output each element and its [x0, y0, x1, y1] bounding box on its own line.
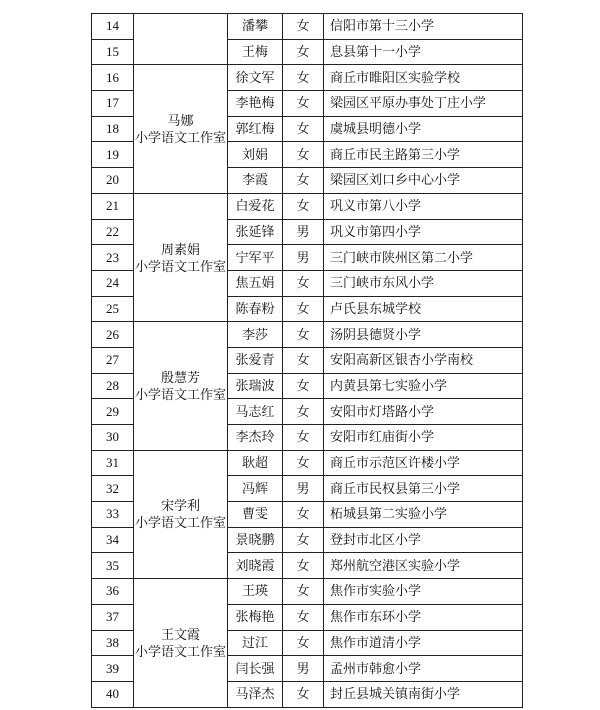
studio-leader: 宋学利 — [160, 498, 200, 514]
table-row — [92, 322, 523, 348]
member-school: 信阳市第十三小学 — [324, 14, 523, 40]
member-school: 虞城县明德小学 — [324, 116, 523, 142]
row-number: 38 — [92, 630, 134, 656]
member-gender: 女 — [283, 630, 324, 656]
member-school: 安阳市红庙街小学 — [324, 425, 523, 451]
member-name: 陈春粉 — [228, 296, 283, 322]
member-gender: 女 — [283, 91, 324, 117]
member-name: 马泽杰 — [228, 681, 283, 707]
member-name: 李霞 — [228, 168, 283, 194]
member-school: 内黄县第七实验小学 — [324, 373, 523, 399]
member-gender: 女 — [283, 502, 324, 528]
member-name: 李艳梅 — [228, 91, 283, 117]
row-number: 40 — [92, 681, 134, 707]
studio-cell — [134, 65, 228, 193]
studio-cell — [134, 322, 228, 450]
studio-leader: 王文霞 — [160, 626, 200, 642]
row-number: 19 — [92, 142, 134, 168]
member-name: 张梅艳 — [228, 604, 283, 630]
member-name: 王梅 — [228, 39, 283, 65]
member-gender: 男 — [283, 656, 324, 682]
member-name: 景晓鹏 — [228, 527, 283, 553]
studio-cell — [134, 579, 228, 707]
member-school: 商丘市示范区许楼小学 — [324, 450, 523, 476]
member-name: 白爱花 — [228, 193, 283, 219]
member-name: 刘晓霞 — [228, 553, 283, 579]
member-school: 巩义市第八小学 — [324, 193, 523, 219]
member-name: 徐文军 — [228, 65, 283, 91]
member-gender: 女 — [283, 193, 324, 219]
row-number: 30 — [92, 425, 134, 451]
member-name: 宁军平 — [228, 245, 283, 271]
member-gender: 女 — [283, 270, 324, 296]
member-table — [91, 13, 523, 708]
member-gender: 女 — [283, 65, 324, 91]
row-number: 27 — [92, 347, 134, 373]
member-gender: 女 — [283, 681, 324, 707]
row-number: 28 — [92, 373, 134, 399]
member-gender: 女 — [283, 425, 324, 451]
table-row — [92, 14, 523, 40]
member-name: 闫长强 — [228, 656, 283, 682]
row-number: 37 — [92, 604, 134, 630]
member-gender: 女 — [283, 142, 324, 168]
studio-leader: 马娜 — [167, 113, 194, 129]
studio-name: 小学语文工作室 — [134, 130, 226, 146]
studio-name: 小学语文工作室 — [134, 258, 226, 274]
member-school: 封丘县城关镇南街小学 — [324, 681, 523, 707]
member-school: 孟州市韩愈小学 — [324, 656, 523, 682]
row-number: 24 — [92, 270, 134, 296]
row-number: 33 — [92, 502, 134, 528]
member-gender: 女 — [283, 579, 324, 605]
member-name: 张瑞波 — [228, 373, 283, 399]
member-name: 马志红 — [228, 399, 283, 425]
row-number: 23 — [92, 245, 134, 271]
studio-cell — [134, 14, 228, 65]
member-school: 梁园区刘口乡中心小学 — [324, 168, 523, 194]
member-name: 刘娟 — [228, 142, 283, 168]
studio-leader: 周素娟 — [160, 241, 200, 257]
row-number: 32 — [92, 476, 134, 502]
studio-leader: 殷慧芳 — [160, 369, 200, 385]
member-school: 卢氏县东城学校 — [324, 296, 523, 322]
member-gender: 女 — [283, 399, 324, 425]
member-school: 息县第十一小学 — [324, 39, 523, 65]
member-gender: 女 — [283, 604, 324, 630]
member-school: 三门峡市陕州区第二小学 — [324, 245, 523, 271]
member-name: 李杰玲 — [228, 425, 283, 451]
member-name: 冯辉 — [228, 476, 283, 502]
row-number: 29 — [92, 399, 134, 425]
member-name: 潘攀 — [228, 14, 283, 40]
member-gender: 女 — [283, 14, 324, 40]
row-number: 26 — [92, 322, 134, 348]
member-gender: 女 — [283, 116, 324, 142]
member-school: 商丘市民权县第三小学 — [324, 476, 523, 502]
studio-cell — [134, 193, 228, 321]
row-number: 14 — [92, 14, 134, 40]
member-school: 安阳市灯塔路小学 — [324, 399, 523, 425]
member-school: 商丘市民主路第三小学 — [324, 142, 523, 168]
row-number: 25 — [92, 296, 134, 322]
row-number: 31 — [92, 450, 134, 476]
studio-name: 小学语文工作室 — [134, 643, 226, 659]
member-name: 曹雯 — [228, 502, 283, 528]
row-number: 22 — [92, 219, 134, 245]
row-number: 39 — [92, 656, 134, 682]
member-school: 商丘市睢阳区实验学校 — [324, 65, 523, 91]
row-number: 34 — [92, 527, 134, 553]
member-name: 张爱青 — [228, 347, 283, 373]
studio-name: 小学语文工作室 — [134, 386, 226, 402]
member-name: 郭红梅 — [228, 116, 283, 142]
member-gender: 女 — [283, 168, 324, 194]
member-school: 梁园区平原办事处丁庄小学 — [324, 91, 523, 117]
member-name: 李莎 — [228, 322, 283, 348]
member-school: 三门峡市东风小学 — [324, 270, 523, 296]
row-number: 36 — [92, 579, 134, 605]
member-name: 王瑛 — [228, 579, 283, 605]
member-school: 焦作市东环小学 — [324, 604, 523, 630]
member-school: 焦作市实验小学 — [324, 579, 523, 605]
row-number: 15 — [92, 39, 134, 65]
member-name: 焦五娟 — [228, 270, 283, 296]
table-row — [92, 450, 523, 476]
table-row — [92, 193, 523, 219]
member-gender: 女 — [283, 527, 324, 553]
member-school: 焦作市道清小学 — [324, 630, 523, 656]
row-number: 16 — [92, 65, 134, 91]
row-number: 20 — [92, 168, 134, 194]
member-gender: 女 — [283, 450, 324, 476]
member-gender: 女 — [283, 347, 324, 373]
member-gender: 女 — [283, 373, 324, 399]
member-school: 郑州航空港区实验小学 — [324, 553, 523, 579]
row-number: 21 — [92, 193, 134, 219]
member-school: 巩义市第四小学 — [324, 219, 523, 245]
member-school: 登封市北区小学 — [324, 527, 523, 553]
member-school: 安阳高新区银杏小学南校 — [324, 347, 523, 373]
member-name: 过江 — [228, 630, 283, 656]
studio-name: 小学语文工作室 — [134, 515, 226, 531]
member-gender: 女 — [283, 296, 324, 322]
member-name: 张延锋 — [228, 219, 283, 245]
member-gender: 男 — [283, 245, 324, 271]
row-number: 18 — [92, 116, 134, 142]
row-number: 17 — [92, 91, 134, 117]
member-name: 耿超 — [228, 450, 283, 476]
member-gender: 女 — [283, 553, 324, 579]
member-gender: 男 — [283, 476, 324, 502]
row-number: 35 — [92, 553, 134, 579]
studio-cell — [134, 450, 228, 578]
member-school: 汤阴县德贤小学 — [324, 322, 523, 348]
member-gender: 男 — [283, 219, 324, 245]
member-gender: 女 — [283, 322, 324, 348]
member-school: 柘城县第二实验小学 — [324, 502, 523, 528]
table-row — [92, 65, 523, 91]
table-row — [92, 579, 523, 605]
member-gender: 女 — [283, 39, 324, 65]
